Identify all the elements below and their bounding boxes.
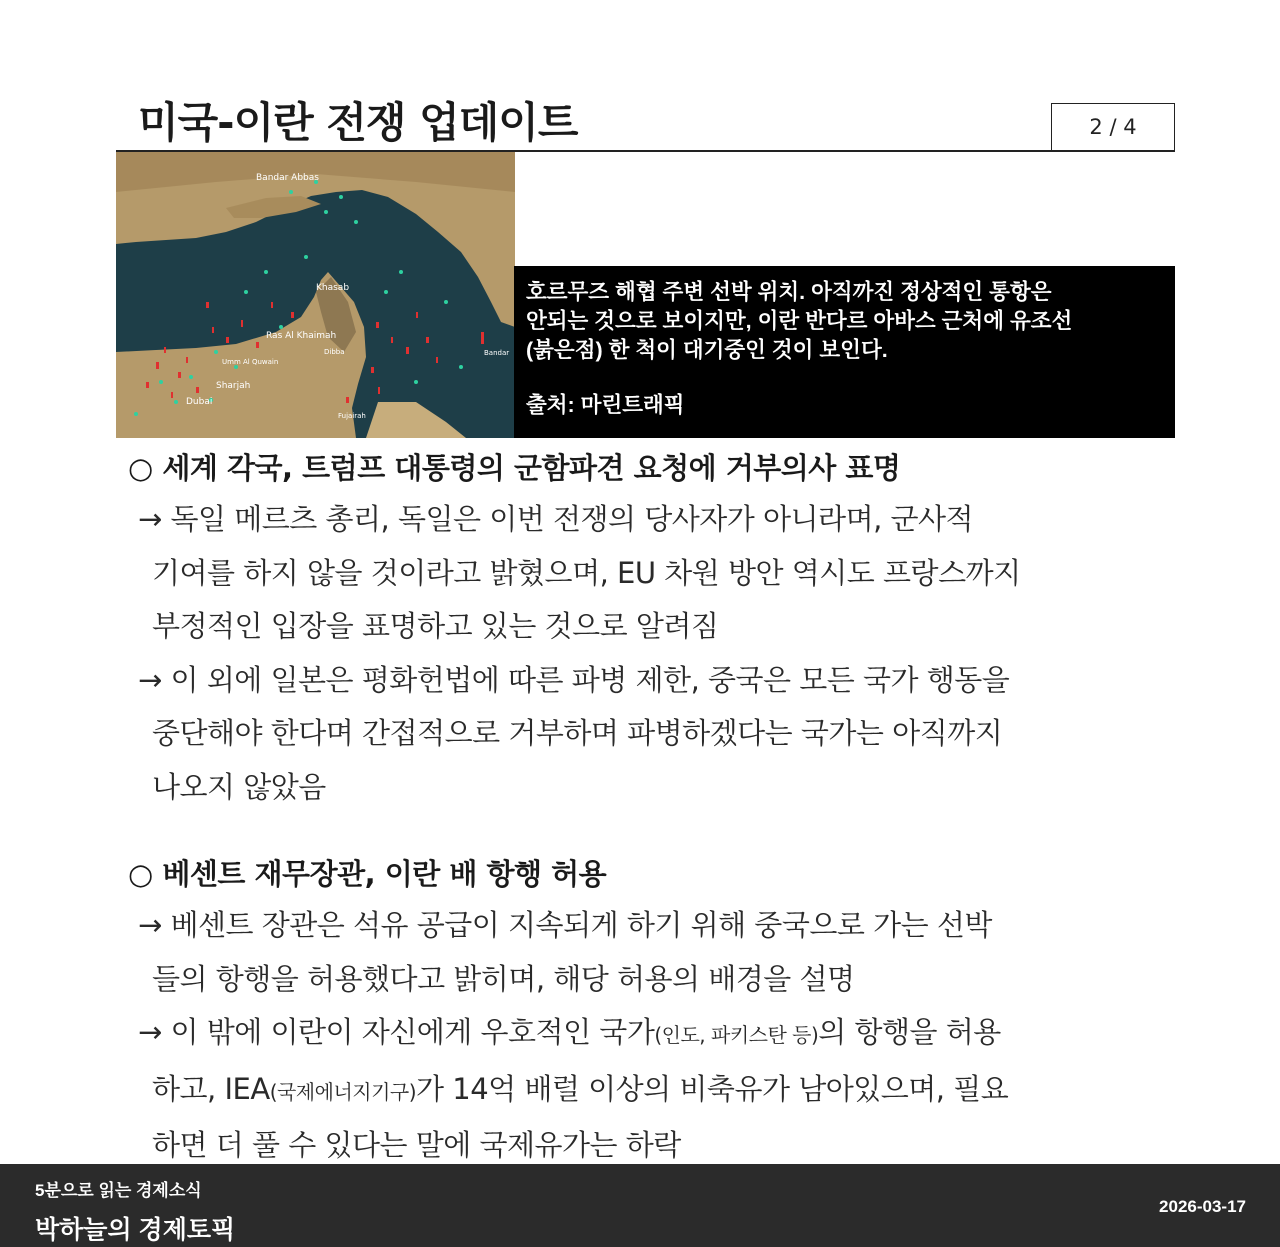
bullet-text: 하고, IEA <box>152 1071 270 1106</box>
caption-line: (붉은점) 한 척이 대기중인 것이 보인다. <box>526 338 888 362</box>
bullet-line: → 독일 메르츠 총리, 독일은 이번 전쟁의 당사자가 아니라며, 군사적 <box>138 502 974 536</box>
section-gap <box>128 814 1188 849</box>
page-title: 미국-이란 전쟁 업데이트 <box>138 98 578 147</box>
footer-bar <box>0 1164 1280 1247</box>
bullet-line: → 이 외에 일본은 평화헌법에 따른 파병 제한, 중국은 모든 국가 행동을 <box>138 662 1010 697</box>
bullet-line: 나오지 않았음 <box>152 769 326 804</box>
bullet-line: → 베센트 장관은 석유 공급이 지속되게 하기 위해 중국으로 가는 선박 <box>138 908 992 942</box>
map-label-sharjah: Sharjah <box>216 381 251 391</box>
bullet-line: 기여를 하지 않을 것이라고 밝혔으며, EU 차원 방안 역시도 프랑스까지 <box>152 555 1021 590</box>
bullet-text: 가 14억 배럴 이상의 비축유가 남아있으며, 필요 <box>416 1071 1009 1106</box>
footer-brand: 박하늘의 경제토픽 <box>35 1216 236 1244</box>
satellite-map-icon <box>116 152 515 438</box>
caption-source: 출처: 마린트래픽 <box>526 393 685 417</box>
map-label-umm-al-quwain: Umm Al Quwain <box>222 358 279 366</box>
bullet-line: 하면 더 풀 수 있다는 말에 국제유가는 하락 <box>152 1128 681 1162</box>
footer-date: 2026-03-17 <box>1159 1197 1246 1216</box>
map-label-khasab: Khasab <box>316 283 350 293</box>
bullet-line: 들의 항행을 허용했다고 밝히며, 해당 허용의 배경을 설명 <box>152 961 855 996</box>
map-label-dibba: Dibba <box>324 348 345 356</box>
map-label-fujairah: Fujairah <box>338 412 366 420</box>
page-indicator: 2 / 4 <box>1051 103 1175 151</box>
map-caption-box <box>514 266 1175 438</box>
map-svg <box>116 152 515 438</box>
map-label-bandar: Bandar <box>484 349 510 357</box>
article-body <box>128 443 1188 1173</box>
caption-line: 호르무즈 해협 주변 선박 위치. 아직까진 정상적인 통항은 <box>526 280 1052 304</box>
bullet-line: 부정적인 입장을 표명하고 있는 것으로 알려짐 <box>152 609 719 643</box>
bullet-text: 의 항행을 허용 <box>818 1015 1001 1049</box>
bullet-line: 중단해야 한다며 간접적으로 거부하며 파병하겠다는 국가는 아직까지 <box>152 716 1003 750</box>
footer-subtitle: 5분으로 읽는 경제소식 <box>35 1181 202 1200</box>
map-label-ras-al-khaimah: Ras Al Khaimah <box>266 331 337 341</box>
map-label-dubai: Dubai <box>186 397 213 407</box>
caption-line: 안되는 것으로 보이지만, 이란 반다르 아바스 근처에 유조선 <box>526 309 1073 333</box>
bullet-note: (국제에너지기구) <box>269 1079 417 1104</box>
section-heading: ○ 베센트 재무장관, 이란 배 항행 허용 <box>128 857 607 891</box>
bullet-note: (인도, 파키스탄 등) <box>654 1023 819 1047</box>
section-heading: ○ 세계 각국, 트럼프 대통령의 군함파견 요청에 거부의사 표명 <box>128 451 901 485</box>
bullet-line <box>128 1063 1188 1120</box>
map-label-bandar-abbas: Bandar Abbas <box>256 173 319 183</box>
bullet-text: → 이 밖에 이란이 자신에게 우호적인 국가 <box>138 1015 655 1049</box>
bullet-line <box>128 1006 1188 1063</box>
